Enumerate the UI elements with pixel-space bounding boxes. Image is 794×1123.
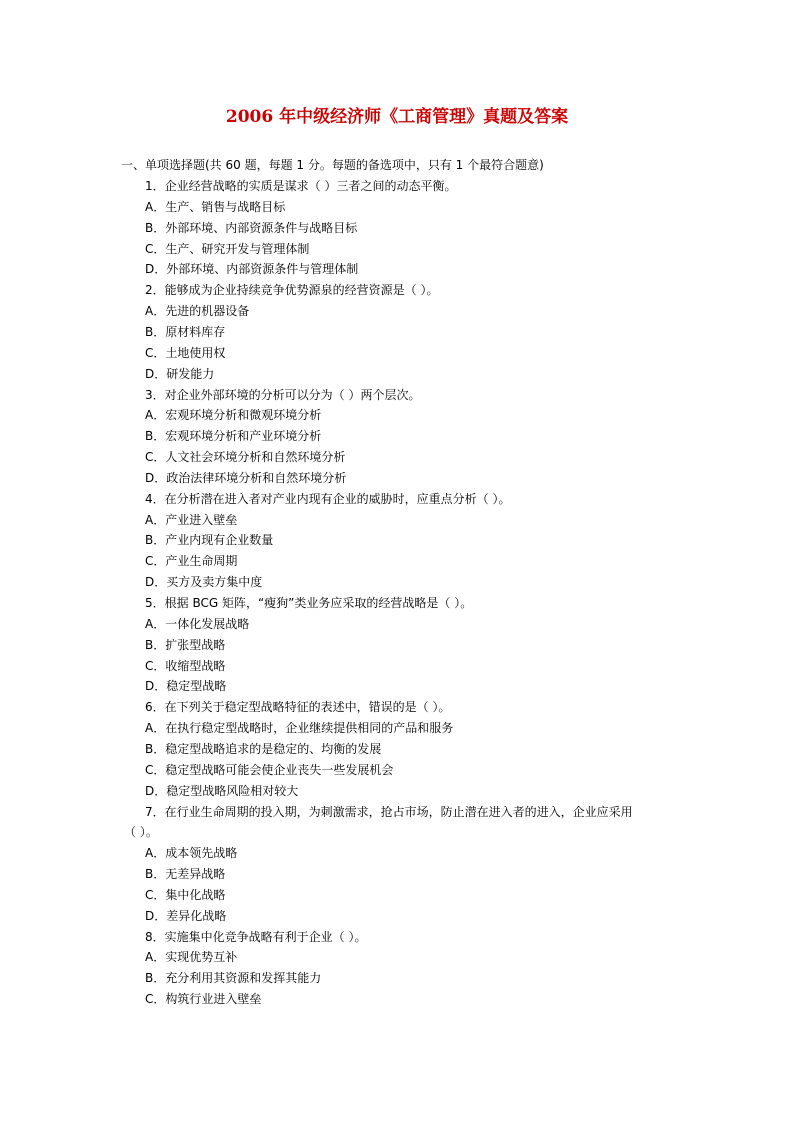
answer-option: B．产业内现有企业数量	[145, 533, 274, 547]
question-stem: 7．在行业生命周期的投入期，为刺激需求，抢占市场，防止潜在进入者的进入，企业应采用	[145, 805, 633, 819]
answer-option: C．产业生命周期	[145, 554, 238, 568]
question-stem: 8．实施集中化竞争战略有利于企业（ ）。	[145, 930, 367, 944]
answer-option: C．人文社会环境分析和自然环境分析	[145, 450, 346, 464]
answer-option: C．稳定型战略可能会使企业丧失一些发展机会	[145, 763, 394, 777]
question-continuation: （ ）。	[124, 825, 158, 839]
answer-option: A．宏观环境分析和微观环境分析	[145, 408, 322, 422]
answer-option: D．研发能力	[145, 367, 215, 381]
answer-option: A．成本领先战略	[145, 846, 238, 860]
answer-option: D．买方及卖方集中度	[145, 575, 263, 589]
answer-option: C．构筑行业进入壁垒	[145, 992, 262, 1006]
question-stem: 2．能够成为企业持续竞争优势源泉的经营资源是（ ）。	[145, 283, 439, 297]
answer-option: D．稳定型战略	[145, 679, 227, 693]
answer-option: A．先进的机器设备	[145, 304, 250, 318]
answer-option: B．外部环境、内部资源条件与战略目标	[145, 221, 358, 235]
answer-option: A．生产、销售与战略目标	[145, 200, 286, 214]
question-stem: 5．根据 BCG 矩阵，“瘦狗”类业务应采取的经营战略是（ ）。	[145, 596, 473, 610]
answer-option: C．土地使用权	[145, 346, 226, 360]
answer-option: C．集中化战略	[145, 888, 226, 902]
answer-option: A．一体化发展战略	[145, 617, 250, 631]
question-stem: 4．在分析潜在进入者对产业内现有企业的威胁时，应重点分析（ ）。	[145, 492, 511, 506]
question-stem: 6．在下列关于稳定型战略特征的表述中，错误的是（ ）。	[145, 700, 451, 714]
answer-option: A．产业进入壁垒	[145, 513, 238, 527]
answer-option: D．外部环境、内部资源条件与管理体制	[145, 262, 359, 276]
answer-option: B．扩张型战略	[145, 638, 226, 652]
document-title: 2006 年中级经济师《工商管理》真题及答案	[225, 107, 569, 127]
answer-option: B．稳定型战略追求的是稳定的、均衡的发展	[145, 742, 382, 756]
section-heading: 一、单项选择题(共 60 题，每题 1 分。每题的备选项中，只有 1 个最符合题意)	[121, 158, 544, 172]
answer-option: C．生产、研究开发与管理体制	[145, 242, 310, 256]
answer-option: D．政治法律环境分析和自然环境分析	[145, 471, 347, 485]
answer-option: D．稳定型战略风险相对较大	[145, 784, 299, 798]
answer-option: D．差异化战略	[145, 909, 227, 923]
answer-option: C．收缩型战略	[145, 659, 226, 673]
question-stem: 1．企业经营战略的实质是谋求（ ）三者之间的动态平衡。	[145, 179, 457, 193]
answer-option: B．无差异战略	[145, 867, 226, 881]
answer-option: A．实现优势互补	[145, 950, 238, 964]
answer-option: B．宏观环境分析和产业环境分析	[145, 429, 322, 443]
question-stem: 3．对企业外部环境的分析可以分为（ ）两个层次。	[145, 388, 421, 402]
answer-option: B．充分利用其资源和发挥其能力	[145, 971, 322, 985]
answer-option: A．在执行稳定型战略时，企业继续提供相同的产品和服务	[145, 721, 454, 735]
answer-option: B．原材料库存	[145, 325, 226, 339]
